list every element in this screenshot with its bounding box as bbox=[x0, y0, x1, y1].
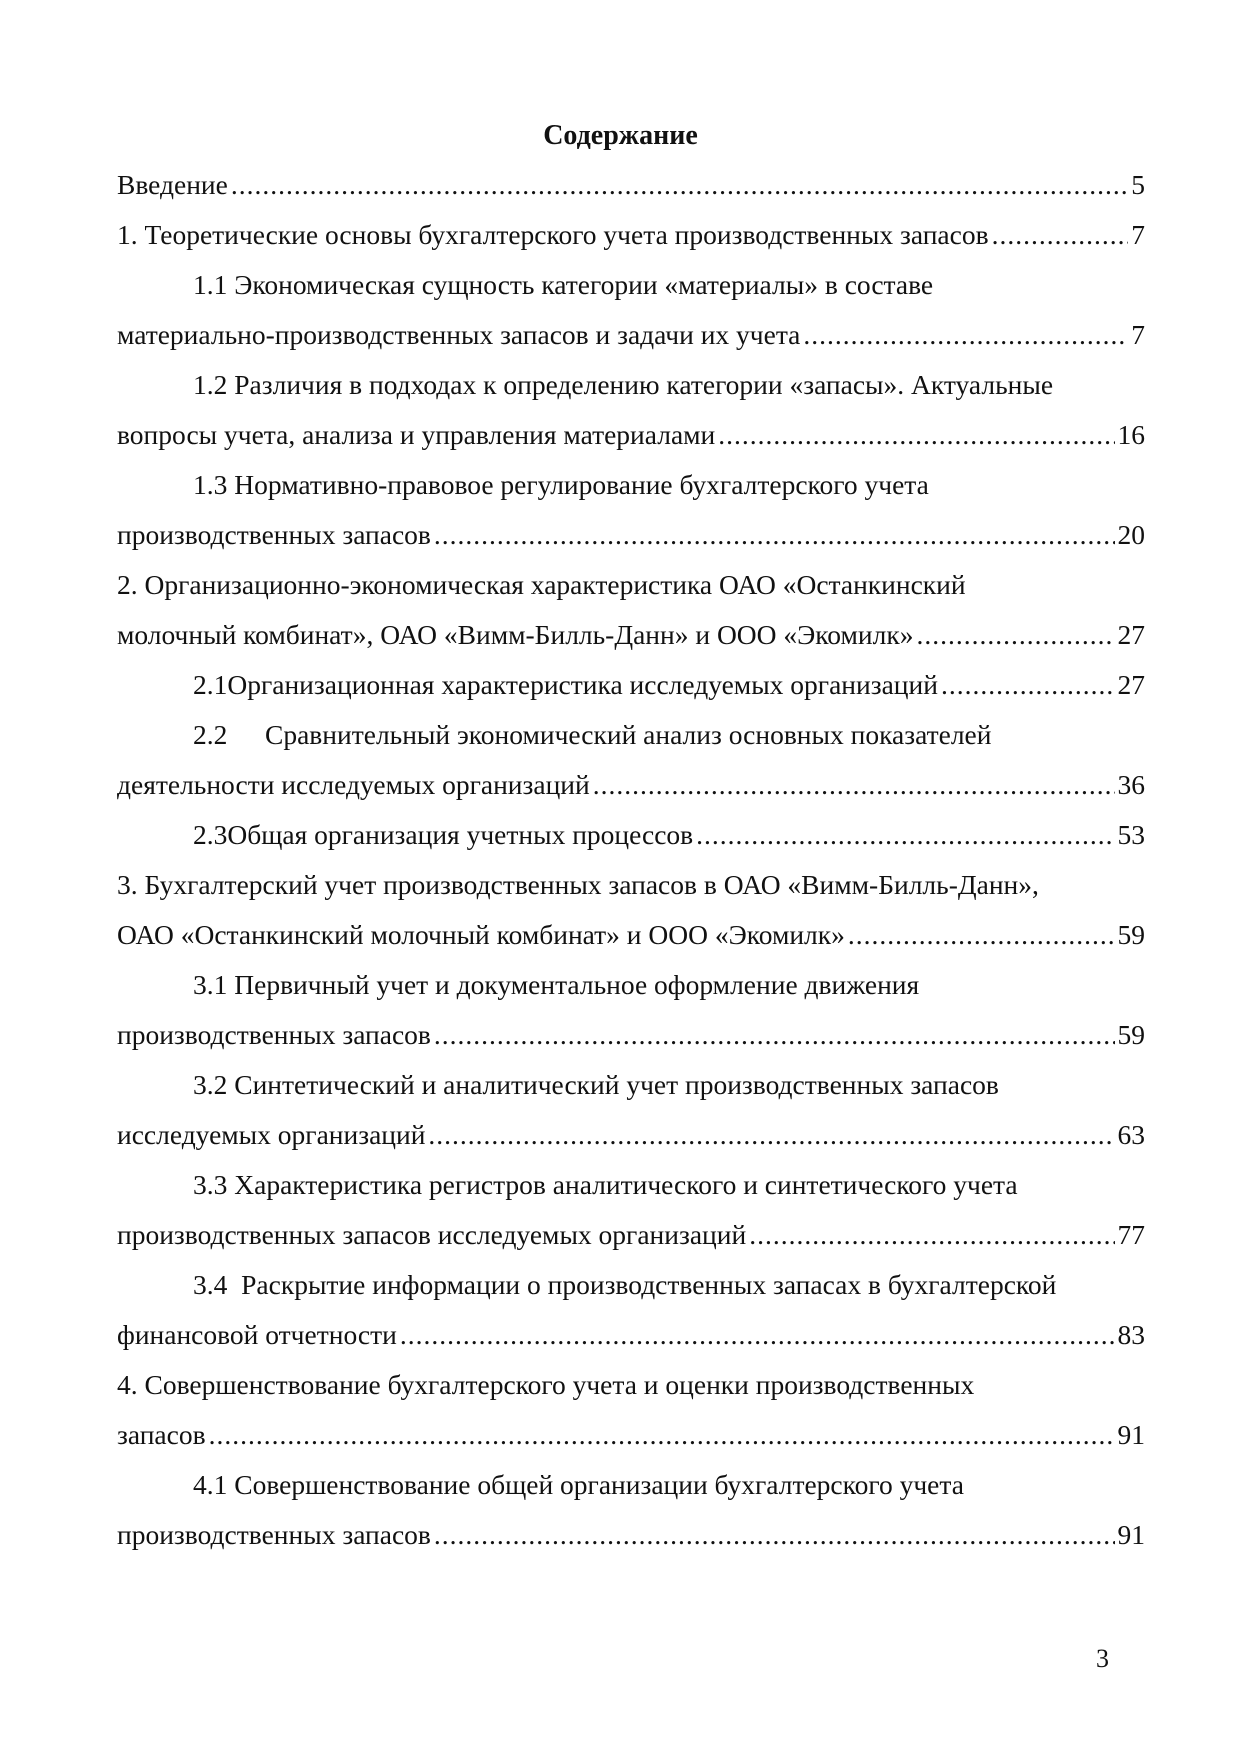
toc-entry-1-2-line1[interactable]: 1.2 Различия в подходах к определению категории «запасы». Актуальные bbox=[193, 369, 1054, 400]
dot-leader bbox=[434, 1010, 1115, 1060]
toc-page-number: 77 bbox=[1117, 1219, 1145, 1250]
toc-entry-3-3-line1[interactable]: 3.3 Характеристика регистров аналитического и синтетического учета bbox=[193, 1169, 1018, 1200]
toc-entry-text: производственных запасов bbox=[117, 1019, 431, 1050]
dot-leader bbox=[718, 410, 1114, 460]
toc-page-number: 91 bbox=[1117, 1519, 1145, 1550]
toc-entry-3-4-line1[interactable]: 3.4 Раскрытие информации о производственных запасах в бухгалтерской bbox=[193, 1269, 1057, 1300]
toc-entry-3-2-line1[interactable]: 3.2 Синтетический и аналитический учет производственных запасов bbox=[193, 1069, 999, 1100]
toc-entry-2-2-line2[interactable] bbox=[117, 760, 1145, 810]
toc-page-number: 27 bbox=[1117, 619, 1145, 650]
toc-entry-chapter-4-line1[interactable]: 4. Совершенствование бухгалтерского учета и оценки производственных bbox=[117, 1369, 975, 1400]
toc-entry-text: 1. Теоретические основы бухгалтерского учета производственных запасов bbox=[117, 219, 989, 250]
toc-entry-text: ОАО «Останкинский молочный комбинат» и ООО «Экомилк» bbox=[117, 919, 845, 950]
page-title: Содержание bbox=[543, 120, 698, 151]
toc-entry-1-3-line2[interactable] bbox=[117, 510, 1145, 560]
toc-entry-text: деятельности исследуемых организаций bbox=[117, 769, 590, 800]
toc-page-number: 27 bbox=[1117, 669, 1145, 700]
toc-entry-chapter-4-line2[interactable] bbox=[117, 1410, 1145, 1460]
toc-entry-text: вопросы учета, анализа и управления материалами bbox=[117, 419, 716, 450]
toc-page-number: 91 bbox=[1117, 1419, 1145, 1450]
toc-entry-1-1-line2[interactable] bbox=[117, 310, 1145, 360]
dot-leader bbox=[916, 610, 1114, 660]
toc-page-number: 59 bbox=[1117, 1019, 1145, 1050]
dot-leader bbox=[400, 1310, 1115, 1360]
dot-leader bbox=[848, 910, 1115, 960]
toc-entry-3-1-line2[interactable] bbox=[117, 1010, 1145, 1060]
toc-entry-text: Введение bbox=[117, 169, 228, 200]
toc-entry-text: Сравнительный экономический анализ основных показателей bbox=[265, 719, 992, 750]
toc-entry-text: молочный комбинат», ОАО «Вимм-Билль-Данн» и ООО «Экомилк» bbox=[117, 619, 914, 650]
dot-leader bbox=[593, 760, 1115, 810]
dot-leader bbox=[992, 210, 1129, 260]
toc-entry-3-2-line2[interactable] bbox=[117, 1110, 1145, 1160]
toc-entry-4-1-line1[interactable]: 4.1 Совершенствование общей организации бухгалтерского учета bbox=[193, 1469, 964, 1500]
toc-page-number: 16 bbox=[1117, 419, 1145, 450]
toc-entry-text: производственных запасов bbox=[117, 519, 431, 550]
toc-entry-intro[interactable] bbox=[117, 160, 1145, 210]
page-number: 3 bbox=[1096, 1644, 1109, 1673]
toc-page-number: 5 bbox=[1131, 169, 1145, 200]
toc-page-number: 36 bbox=[1117, 769, 1145, 800]
dot-leader bbox=[434, 1510, 1115, 1560]
dot-leader bbox=[749, 1210, 1114, 1260]
toc-entry-3-3-line2[interactable] bbox=[117, 1210, 1145, 1260]
dot-leader bbox=[803, 310, 1128, 360]
dot-leader bbox=[941, 660, 1115, 710]
dot-leader bbox=[209, 1410, 1115, 1460]
dot-leader bbox=[428, 1110, 1114, 1160]
toc-entry-text: исследуемых организаций bbox=[117, 1119, 426, 1150]
toc-entry-text: материально-производственных запасов и задачи их учета bbox=[117, 319, 801, 350]
toc-entry-chapter-2-line2[interactable] bbox=[117, 610, 1145, 660]
toc-entry-1-2-line2[interactable] bbox=[117, 410, 1145, 460]
toc-entry-2-2-line1[interactable] bbox=[193, 710, 1145, 760]
toc-entry-text: Общая организация учетных процессов bbox=[227, 819, 694, 850]
toc-entry-3-1-line1[interactable]: 3.1 Первичный учет и документальное оформление движения bbox=[193, 969, 920, 1000]
toc-entry-text: финансовой отчетности bbox=[117, 1319, 397, 1350]
toc-entry-chapter-2-line1[interactable]: 2. Организационно-экономическая характеристика ОАО «Останкинский bbox=[117, 569, 966, 600]
toc-entry-text: запасов bbox=[117, 1419, 206, 1450]
toc-entry-text: производственных запасов исследуемых организаций bbox=[117, 1219, 747, 1250]
toc-page-number: 7 bbox=[1131, 319, 1145, 350]
toc-page-number: 59 bbox=[1117, 919, 1145, 950]
toc-entry-4-1-line2[interactable] bbox=[117, 1510, 1145, 1560]
toc-entry-1-1-line1[interactable]: 1.1 Экономическая сущность категории «материалы» в составе bbox=[193, 269, 934, 300]
section-number: 2.2 bbox=[193, 719, 228, 750]
section-number: 2.3 bbox=[193, 819, 228, 850]
toc-page-number: 63 bbox=[1117, 1119, 1145, 1150]
toc-entry-text: Организационная характеристика исследуемых организаций bbox=[227, 669, 938, 700]
toc-page-number: 53 bbox=[1117, 819, 1145, 850]
toc-entry-text: производственных запасов bbox=[117, 1519, 431, 1550]
toc-entry-chapter-1[interactable] bbox=[117, 210, 1145, 260]
dot-leader bbox=[696, 810, 1114, 860]
toc-entry-2-3[interactable] bbox=[193, 810, 1145, 860]
toc-page-number: 83 bbox=[1117, 1319, 1145, 1350]
toc-entry-1-3-line1[interactable]: 1.3 Нормативно-правовое регулирование бухгалтерского учета bbox=[193, 469, 929, 500]
toc-entry-chapter-3-line1[interactable]: 3. Бухгалтерский учет производственных запасов в ОАО «Вимм-Билль-Данн», bbox=[117, 869, 1039, 900]
dot-leader bbox=[231, 160, 1128, 210]
toc-entry-2-1[interactable] bbox=[193, 660, 1145, 710]
dot-leader bbox=[434, 510, 1115, 560]
toc-entry-3-4-line2[interactable] bbox=[117, 1310, 1145, 1360]
toc-page-number: 7 bbox=[1131, 219, 1145, 250]
toc-page-number: 20 bbox=[1117, 519, 1145, 550]
toc-entry-chapter-3-line2[interactable] bbox=[117, 910, 1145, 960]
section-number: 2.1 bbox=[193, 669, 228, 700]
